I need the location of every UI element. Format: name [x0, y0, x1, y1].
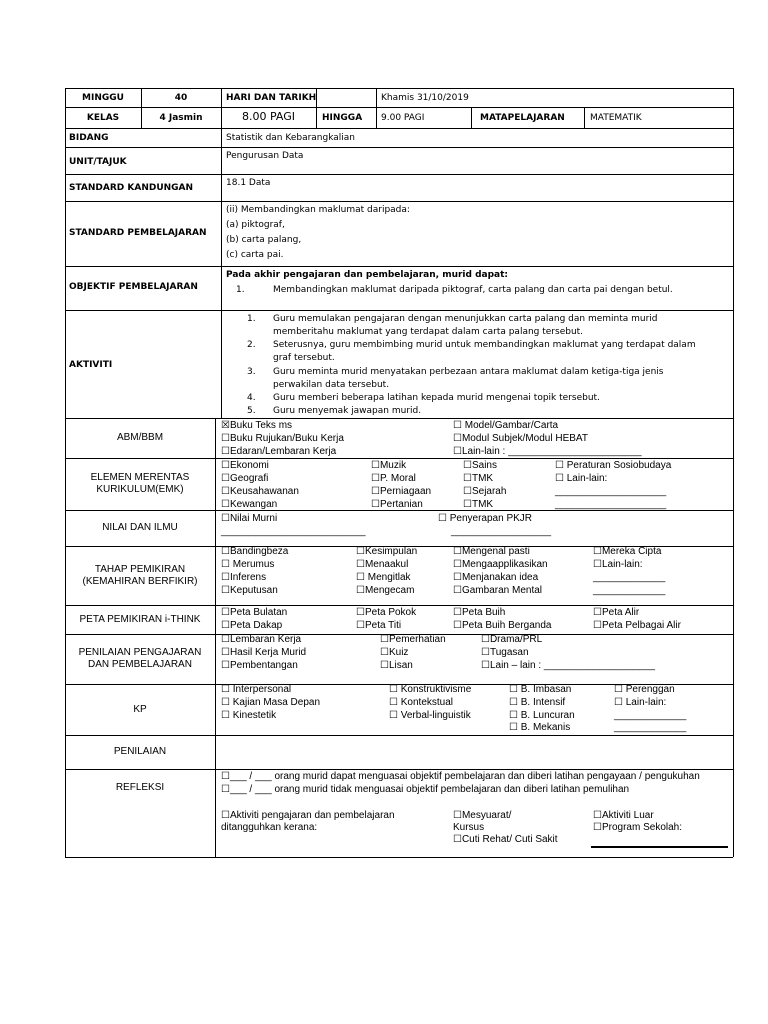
- matapelajaran-value: MATEMATIK: [590, 113, 642, 123]
- emk-label: [65, 458, 215, 510]
- kelas-label: KELAS: [86, 113, 120, 123]
- refleksi-program-sekolah[interactable]: ☐Program Sekolah:: [593, 822, 683, 833]
- abm-option[interactable]: ☐Lain-lain : ________________________: [453, 446, 642, 457]
- emk-option[interactable]: ☐P. Moral: [371, 473, 416, 484]
- nilai-option[interactable]: ☐Nilai Murni: [221, 513, 278, 524]
- kp-option[interactable]: ☐ Verbal-linguistik: [389, 710, 471, 721]
- emk-option[interactable]: ☐Sains: [463, 460, 497, 471]
- unit-value: Pengurusan Data: [226, 151, 304, 161]
- emk-option[interactable]: ☐Perniagaan: [371, 486, 432, 497]
- refleksi-line-tidak-menguasai[interactable]: ☐___ / ___ orang murid tidak menguasai objektif pembelajaran dan diberi latihan pemulihan: [221, 784, 630, 795]
- minggu-label: MINGGU: [82, 93, 124, 103]
- aktiviti-item-line1: Guru menyemak jawapan murid.: [273, 406, 422, 416]
- penilaian-label: PENILAIAN: [113, 746, 167, 757]
- hari-tarikh-label: HARI DAN TARIKH: [226, 93, 317, 103]
- penilaian-pp-label-line2: DAN PEMBELAJARAN: [88, 659, 192, 670]
- refleksi-ditangguh-line1[interactable]: ☐Aktiviti pengajaran dan pembelajaran: [221, 810, 395, 821]
- peta-option[interactable]: ☐Peta Buih: [453, 607, 506, 618]
- peta-label: PETA PEMIKIRAN i-THINK: [79, 613, 201, 625]
- standard-kandungan-value: 18.1 Data: [226, 178, 271, 188]
- program-sekolah-underline: [591, 846, 728, 848]
- objektif-label: OBJEKTIF PEMBELAJARAN: [69, 282, 198, 292]
- aktiviti-item-line1: Guru meminta murid menyatakan perbezaan antara maklumat dalam ketiga-tiga jenis: [273, 367, 664, 377]
- penilaian-pp-option[interactable]: ☐Lisan: [380, 660, 413, 671]
- sp-line-2: (a) piktograf,: [226, 220, 285, 230]
- aktiviti-item-num: 3.: [247, 367, 256, 377]
- abm-label: ABM/BBM: [116, 432, 164, 443]
- unit-label: UNIT/TAJUK: [69, 157, 127, 167]
- bidang-value: Statistik dan Kebarangkalian: [226, 133, 356, 143]
- standard-kandungan-label: STANDARD KANDUNGAN: [69, 183, 194, 193]
- emk-blank[interactable]: ____________________: [555, 486, 667, 497]
- aktiviti-item-num: 4.: [247, 393, 256, 403]
- penilaian-pp-option[interactable]: ☐Hasil Kerja Murid: [221, 647, 307, 658]
- abm-option[interactable]: ☒Buku Teks ms: [221, 420, 293, 431]
- penilaian-pp-option[interactable]: ☐Pemerhatian: [380, 634, 446, 645]
- aktiviti-item-line1: Guru memberi beberapa latihan kepada murid mengenai topik tersebut.: [273, 393, 600, 403]
- aktiviti-label: AKTIVITI: [69, 360, 113, 370]
- refleksi-line-menguasai[interactable]: ☐___ / ___ orang murid dapat menguasai objektif pembelajaran dan diberi latihan pengayaan / pengukuhan: [221, 771, 700, 782]
- bidang-label: BIDANG: [69, 133, 109, 143]
- tahap-option[interactable]: ☐Menaakul: [356, 559, 409, 570]
- peta-option[interactable]: ☐Peta Dakap: [221, 620, 283, 631]
- penilaian-pp-option[interactable]: ☐Drama/PRL: [481, 634, 543, 645]
- nilai-option[interactable]: ☐ Penyerapan PKJR: [438, 513, 533, 524]
- tahap-option[interactable]: ☐Bandingbeza: [221, 546, 289, 557]
- refleksi-aktiviti-luar[interactable]: ☐Aktiviti Luar: [593, 810, 654, 821]
- aktiviti-item-num: 2.: [247, 340, 256, 350]
- sp-line-4: (c) carta pai.: [226, 250, 284, 260]
- abm-option[interactable]: ☐Edaran/Lembaran Kerja: [221, 446, 337, 457]
- masa-tamat: 9.00 PAGI: [381, 113, 425, 123]
- kp-option[interactable]: ☐ Interpersonal: [221, 684, 292, 695]
- kp-label: KP: [133, 703, 147, 715]
- penilaian-pp-option[interactable]: ☐Lain – lain : ____________________: [481, 660, 656, 671]
- masa-mula: 8.00 PAGI: [241, 110, 296, 123]
- kp-option[interactable]: ☐ Perenggan: [614, 684, 675, 695]
- tahap-label: [65, 546, 215, 605]
- aktiviti-item-num: 5.: [247, 406, 256, 416]
- tahap-option[interactable]: ☐Mereka Cipta: [593, 546, 662, 557]
- emk-option[interactable]: ☐ Lain-lain:: [555, 473, 608, 484]
- kp-option[interactable]: ☐ B. Imbasan: [509, 684, 572, 695]
- kp-blank[interactable]: _____________: [614, 710, 687, 721]
- peta-option[interactable]: ☐Peta Alir: [593, 607, 640, 618]
- refleksi-label: REFLEKSI: [115, 782, 165, 793]
- emk-option[interactable]: ☐TMK: [463, 499, 494, 510]
- tahap-option[interactable]: ☐Menjanakan idea: [453, 572, 539, 583]
- peta-option[interactable]: ☐Peta Pelbagai Alir: [593, 620, 681, 631]
- penilaian-pp-option[interactable]: ☐Tugasan: [481, 647, 529, 658]
- hingga-label: HINGGA: [322, 113, 363, 123]
- aktiviti-item-line1: Guru memulakan pengajaran dengan menunjukkan carta palang dan meminta murid: [273, 314, 658, 324]
- kp-option[interactable]: ☐ Lain-lain:: [614, 697, 667, 708]
- abm-option[interactable]: ☐Buku Rujukan/Buku Kerja: [221, 433, 344, 444]
- tahap-option[interactable]: ☐Keputusan: [221, 585, 278, 596]
- minggu-value: 40: [174, 93, 188, 103]
- emk-option[interactable]: ☐Pertanian: [371, 499, 423, 510]
- tahap-label-line2: (KEMAHIRAN BERFIKIR): [82, 575, 198, 587]
- tahap-label-line1: TAHAP PEMIKIRAN: [94, 563, 186, 575]
- aktiviti-item-line1: Seterusnya, guru membimbing murid untuk membandingkan maklumat yang terdapat dalam: [273, 340, 696, 350]
- tahap-option[interactable]: ☐Mengenal pasti: [453, 546, 530, 557]
- sp-line-3: (b) carta palang,: [226, 235, 302, 245]
- kp-option[interactable]: ☐ Kontekstual: [389, 697, 453, 708]
- nilai-blank[interactable]: __________________: [451, 526, 552, 537]
- penilaian-pp-option[interactable]: ☐Kuiz: [380, 647, 409, 658]
- emk-blank[interactable]: ____________________: [555, 499, 667, 510]
- matapelajaran-label: MATAPELAJARAN: [480, 113, 565, 123]
- penilaian-pp-option[interactable]: ☐Lembaran Kerja: [221, 634, 302, 645]
- objektif-intro: Pada akhir pengajaran dan pembelajaran, murid dapat:: [226, 270, 509, 280]
- tahap-option[interactable]: ☐Kesimpulan: [356, 546, 418, 557]
- aktiviti-item-num: 1.: [247, 314, 256, 324]
- peta-option[interactable]: ☐Peta Pokok: [356, 607, 417, 618]
- kp-option[interactable]: ☐ B. Mekanis: [509, 722, 571, 733]
- emk-label-line2: KURIKULUM(EMK): [96, 484, 184, 495]
- penilaian-pp-label: [65, 634, 215, 684]
- emk-option[interactable]: ☐Ekonomi: [221, 460, 269, 471]
- peta-option[interactable]: ☐Peta Titi: [356, 620, 402, 631]
- emk-option[interactable]: ☐Geografi: [221, 473, 269, 484]
- emk-option[interactable]: ☐Keusahawanan: [221, 486, 299, 497]
- emk-option[interactable]: ☐ Peraturan Sosiobudaya: [555, 460, 672, 471]
- tahap-blank[interactable]: _____________: [593, 572, 666, 583]
- refleksi-cuti[interactable]: ☐Cuti Rehat/ Cuti Sakit: [453, 834, 558, 845]
- tahap-blank[interactable]: _____________: [593, 585, 666, 596]
- emk-option[interactable]: ☐TMK: [463, 473, 494, 484]
- emk-option[interactable]: ☐Sejarah: [463, 486, 507, 497]
- tahap-option[interactable]: ☐ Mengitlak: [356, 572, 411, 583]
- emk-option[interactable]: ☐Muzik: [371, 460, 407, 471]
- kp-option[interactable]: ☐ Kinestetik: [221, 710, 277, 721]
- sp-line-1: (ii) Membandingkan maklumat daripada:: [226, 205, 410, 215]
- refleksi-mesyuarat-line2: Kursus: [453, 822, 485, 833]
- standard-pembelajaran-label: STANDARD PEMBELAJARAN: [69, 228, 207, 238]
- kp-option[interactable]: ☐ B. Luncuran: [509, 710, 575, 721]
- refleksi-ditangguh-line2: ditangguhkan kerana:: [221, 822, 318, 833]
- tahap-option[interactable]: ☐Mengaapplikasikan: [453, 559, 548, 570]
- emk-option[interactable]: ☐Kewangan: [221, 499, 278, 510]
- abm-option[interactable]: ☐Modul Subjek/Modul HEBAT: [453, 433, 588, 444]
- tahap-option[interactable]: ☐Inferens: [221, 572, 267, 583]
- kp-option[interactable]: ☐ Konstruktivisme: [389, 684, 472, 695]
- kp-option[interactable]: ☐ B. Intensif: [509, 697, 566, 708]
- tahap-option[interactable]: ☐Gambaran Mental: [453, 585, 543, 596]
- tahap-option[interactable]: ☐ Merumus: [221, 559, 275, 570]
- kp-option[interactable]: ☐ Kajian Masa Depan: [221, 697, 321, 708]
- refleksi-mesyuarat-line1[interactable]: ☐Mesyuarat/: [453, 810, 512, 821]
- objektif-item-text: Membandingkan maklumat daripada piktograf, carta palang dan carta pai dengan betul.: [273, 285, 673, 295]
- peta-option[interactable]: ☐Peta Buih Berganda: [453, 620, 552, 631]
- tahap-option[interactable]: ☐Lain-lain:: [593, 559, 643, 570]
- nilai-blank[interactable]: __________________________: [221, 526, 366, 537]
- emk-label-line1: ELEMEN MERENTAS: [90, 472, 190, 483]
- aktiviti-item-line2: memberitahu maklumat yang terdapat dalam carta palang tersebut.: [273, 327, 584, 337]
- kp-blank[interactable]: _____________: [614, 722, 687, 733]
- abm-option[interactable]: ☐ Model/Gambar/Carta: [453, 420, 559, 431]
- penilaian-pp-label-line1: PENILAIAN PENGAJARAN: [78, 647, 202, 658]
- tahap-option[interactable]: ☐Mengecam: [356, 585, 415, 596]
- objektif-item-num: 1.: [236, 285, 245, 295]
- aktiviti-item-line2: graf tersebut.: [273, 353, 335, 363]
- hari-tarikh-value: Khamis 31/10/2019: [381, 93, 469, 103]
- peta-option[interactable]: ☐Peta Bulatan: [221, 607, 288, 618]
- nilai-label: NILAI DAN ILMU: [102, 522, 178, 533]
- penilaian-pp-option[interactable]: ☐Pembentangan: [221, 660, 298, 671]
- aktiviti-item-line2: perwakilan data tersebut.: [273, 380, 390, 390]
- kelas-value: 4 Jasmin: [159, 113, 203, 123]
